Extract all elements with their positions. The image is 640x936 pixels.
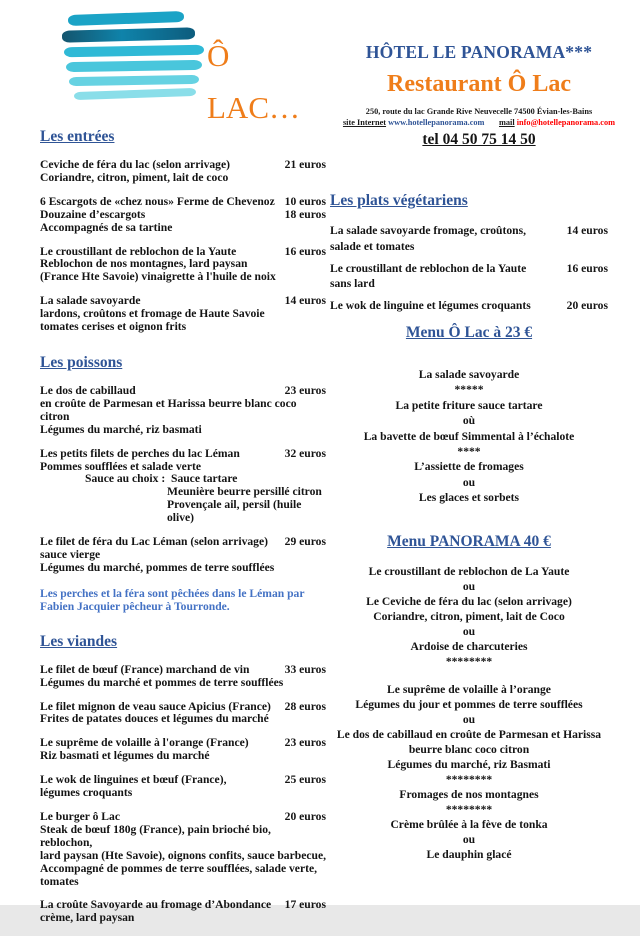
hotel-title: HÔTEL LE PANORAMA*** — [365, 42, 593, 62]
dish-name: Le filet de bœuf (France) marchand de vin — [40, 662, 250, 676]
menu-item — [40, 774, 326, 800]
menu-item — [40, 536, 326, 575]
dish-name: Douzaine d’escargots — [40, 207, 146, 221]
section-heading-entrees: Les entrées — [40, 128, 115, 145]
dish-desc: Pommes soufflées et salade verte — [40, 459, 201, 473]
dish-desc: (France Hte Savoie) vinaigrette à l'huile de noix — [40, 270, 276, 284]
website-link[interactable]: www.hotellepanorama.com — [388, 118, 485, 127]
separator-stars: ***** — [454, 383, 484, 397]
header — [326, 42, 632, 149]
menu-item — [40, 159, 326, 185]
section-heading-vegetariens: Les plats végétariens — [330, 192, 468, 209]
menu-line: Légumes du marché, riz Basmati — [387, 757, 551, 771]
dish-desc: lard paysan (Hte Savoie), oignons confits, sauce barbecue, — [40, 848, 326, 862]
logo-wordmark — [207, 30, 300, 134]
dish-desc: légumes croquants — [40, 786, 133, 800]
brush-stroke — [74, 88, 196, 100]
separator-stars: ******** — [445, 654, 493, 668]
dish-price: 23 euros — [284, 736, 326, 750]
menu-line: Fromages de nos montagnes — [399, 787, 539, 801]
menu-item — [330, 298, 608, 314]
dish-price: 14 euros — [284, 294, 326, 308]
dish-name: Le burger ô Lac — [40, 810, 120, 823]
dish-name: Le croustillant de reblochon de la Yaute — [330, 261, 527, 275]
menu-line-or: ou — [462, 624, 476, 638]
dish-desc: Légumes du marché et pommes de terre soufflées — [40, 675, 284, 689]
dish-desc: Accompagné de pommes de terre soufflées, salade verte, — [40, 861, 317, 875]
dish-price: 20 euros — [566, 299, 608, 313]
dish-price: 29 euros — [284, 535, 326, 549]
brush-stroke — [69, 75, 199, 86]
dish-desc: Reblochon de nos montagnes, lard paysan — [40, 257, 248, 271]
dish-name: Le dos de cabillaud — [40, 383, 136, 397]
email-link[interactable]: info@hotellepanorama.com — [516, 118, 616, 127]
dish-price: 17 euros — [284, 898, 326, 912]
right-column — [330, 192, 608, 862]
menu-item — [330, 223, 608, 255]
dish-desc: salade et tomates — [330, 239, 415, 253]
dish-price: 25 euros — [284, 773, 326, 787]
site-label: site Internet — [342, 118, 387, 127]
menu-line-or: ou — [462, 579, 476, 593]
section-heading-viandes: Les viandes — [40, 632, 118, 650]
dish-desc: tomates — [40, 874, 79, 888]
menu-item — [40, 737, 326, 763]
dish-price: 33 euros — [284, 662, 326, 676]
dish-price: 16 euros — [566, 261, 608, 275]
dish-name: Le filet de féra du Lac Léman (selon arrivage) — [40, 535, 268, 549]
menu-item — [40, 448, 326, 525]
dish-name: Le suprême de volaille à l'orange (France) — [40, 736, 249, 750]
brush-stroke — [64, 45, 204, 57]
menu-item — [40, 811, 326, 888]
menu-line: beurre blanc coco citron — [408, 742, 530, 756]
fisherman-note: Les perches et la féra sont pêchées dans le Léman par Fabien Jacquier pêcheur à Tourronde. — [40, 586, 305, 613]
dish-desc: en croûte de Parmesan et Harissa beurre blanc coco citron — [40, 396, 297, 423]
separator-stars: **** — [457, 445, 481, 459]
menu-line-or: où — [462, 414, 476, 428]
dish-price: 32 euros — [284, 446, 326, 460]
sauce-option: Meunière beurre persillé citron — [167, 485, 322, 499]
dish-desc: Légumes du marché, riz basmati — [40, 422, 202, 436]
dish-desc: sans lard — [330, 277, 375, 291]
logo-o: Ô — [207, 38, 230, 73]
menu-line: Crème brûlée à la fève de tonka — [390, 817, 548, 831]
menu-line: Ardoise de charcuteries — [410, 639, 528, 653]
dish-name: Les petits filets de perches du lac Léman — [40, 446, 240, 460]
menu-panorama-heading: Menu PANORAMA 40 € — [387, 532, 551, 550]
brush-strokes-logo — [62, 13, 212, 103]
dish-desc: crème, lard paysan — [40, 911, 135, 925]
menu-olac-heading: Menu Ô Lac à 23 € — [405, 323, 533, 341]
menu-line: Le suprême de volaille à l’orange — [387, 682, 551, 696]
menu-line-or: ou — [462, 712, 476, 726]
dish-name: La salade savoyarde fromage, croûtons, — [330, 224, 527, 237]
contact-line — [326, 118, 632, 127]
dish-price: 28 euros — [284, 699, 326, 713]
menu-line: Légumes du jour et pommes de terre soufflées — [355, 697, 583, 711]
menu-item — [40, 196, 326, 235]
dish-price: 10 euros — [284, 194, 326, 208]
menu-line: L’assiette de fromages — [414, 460, 524, 474]
brush-stroke — [66, 60, 202, 72]
restaurant-title: Restaurant Ô Lac — [387, 71, 571, 97]
dish-name: Le filet mignon de veau sauce Apicius (France) — [40, 699, 271, 713]
dish-desc: Steak de bœuf 180g (France), pain brioché bio, reblochon, — [40, 822, 271, 849]
dish-desc: tomates cerises et oignon frits — [40, 320, 187, 334]
address: 250, route du lac Grande Rive Neuvecelle 74500 Évian-les-Bains — [365, 107, 593, 116]
menu-line: Le Ceviche de féra du lac (selon arrivage) — [366, 594, 572, 608]
left-column — [40, 128, 326, 936]
dish-price: 20 euros — [284, 810, 326, 823]
dish-desc: lardons, croûtons et fromage de Haute Savoie — [40, 307, 265, 321]
menu-item — [40, 899, 326, 925]
menu-item — [40, 246, 326, 285]
dish-price: 18 euros — [284, 207, 326, 221]
menu-line: La salade savoyarde — [418, 367, 520, 381]
menu-item — [40, 664, 326, 690]
menu-line: Le dos de cabillaud en croûte de Parmesan et Harissa — [336, 727, 602, 741]
sauce-choice-label: Sauce au choix : Sauce tartare — [85, 472, 238, 486]
section-vegetarien — [330, 192, 608, 314]
dish-price: 16 euros — [284, 244, 326, 258]
dish-desc: Frites de patates douces et légumes du marché — [40, 712, 269, 726]
menu-line: Le dauphin glacé — [426, 847, 512, 861]
phone-number: tel 04 50 75 14 50 — [422, 131, 536, 148]
dish-price: 23 euros — [284, 383, 326, 397]
menu-line-or: ou — [462, 475, 476, 489]
menu-line: La petite friture sauce tartare — [395, 398, 543, 412]
section-heading-poissons: Les poissons — [40, 353, 123, 371]
mail-label: mail — [498, 118, 515, 127]
dish-name: Le wok de linguines et bœuf (France), — [40, 773, 227, 787]
menu-item — [40, 701, 326, 727]
menu-line: Coriandre, citron, piment, lait de Coco — [373, 609, 565, 623]
menu-line: La bavette de bœuf Simmental à l’échalote — [363, 429, 575, 443]
dish-name: Le croustillant de reblochon de la Yaute — [40, 244, 237, 258]
menu-panorama-lines — [330, 564, 608, 862]
logo-lac: LAC… — [207, 90, 300, 125]
separator-stars: ******** — [445, 802, 493, 816]
menu-item — [40, 295, 326, 334]
menu-olac-lines — [330, 367, 608, 506]
dish-name: 6 Escargots de «chez nous» Ferme de Chevenoz — [40, 194, 275, 208]
brush-stroke — [62, 27, 195, 42]
menu-line: Le croustillant de reblochon de La Yaute — [368, 564, 570, 578]
menu-item — [330, 261, 608, 293]
menu-line-or: ou — [462, 832, 476, 846]
dish-name: Ceviche de féra du lac (selon arrivage) — [40, 158, 230, 171]
dish-name: La croûte Savoyarde au fromage d’Abondance — [40, 898, 272, 912]
menu-line: Les glaces et sorbets — [418, 491, 520, 505]
dish-name: La salade savoyarde — [40, 294, 141, 308]
dish-price: 14 euros — [566, 224, 608, 237]
dish-desc: Légumes du marché, pommes de terre soufflées — [40, 560, 275, 574]
dish-desc: Accompagnés de sa tartine — [40, 220, 173, 234]
dish-desc: Riz basmati et légumes du marché — [40, 749, 210, 763]
dish-price: 21 euros — [284, 158, 326, 171]
dish-desc: sauce vierge — [40, 547, 101, 561]
menu-item — [40, 385, 326, 437]
brush-stroke — [68, 11, 184, 26]
dish-name: Le wok de linguine et légumes croquants — [330, 299, 531, 313]
dish-desc: Coriandre, citron, piment, lait de coco — [40, 170, 229, 184]
separator-stars: ******** — [445, 772, 493, 786]
sauce-option: Provençale ail, persil (huile olive) — [167, 498, 302, 525]
